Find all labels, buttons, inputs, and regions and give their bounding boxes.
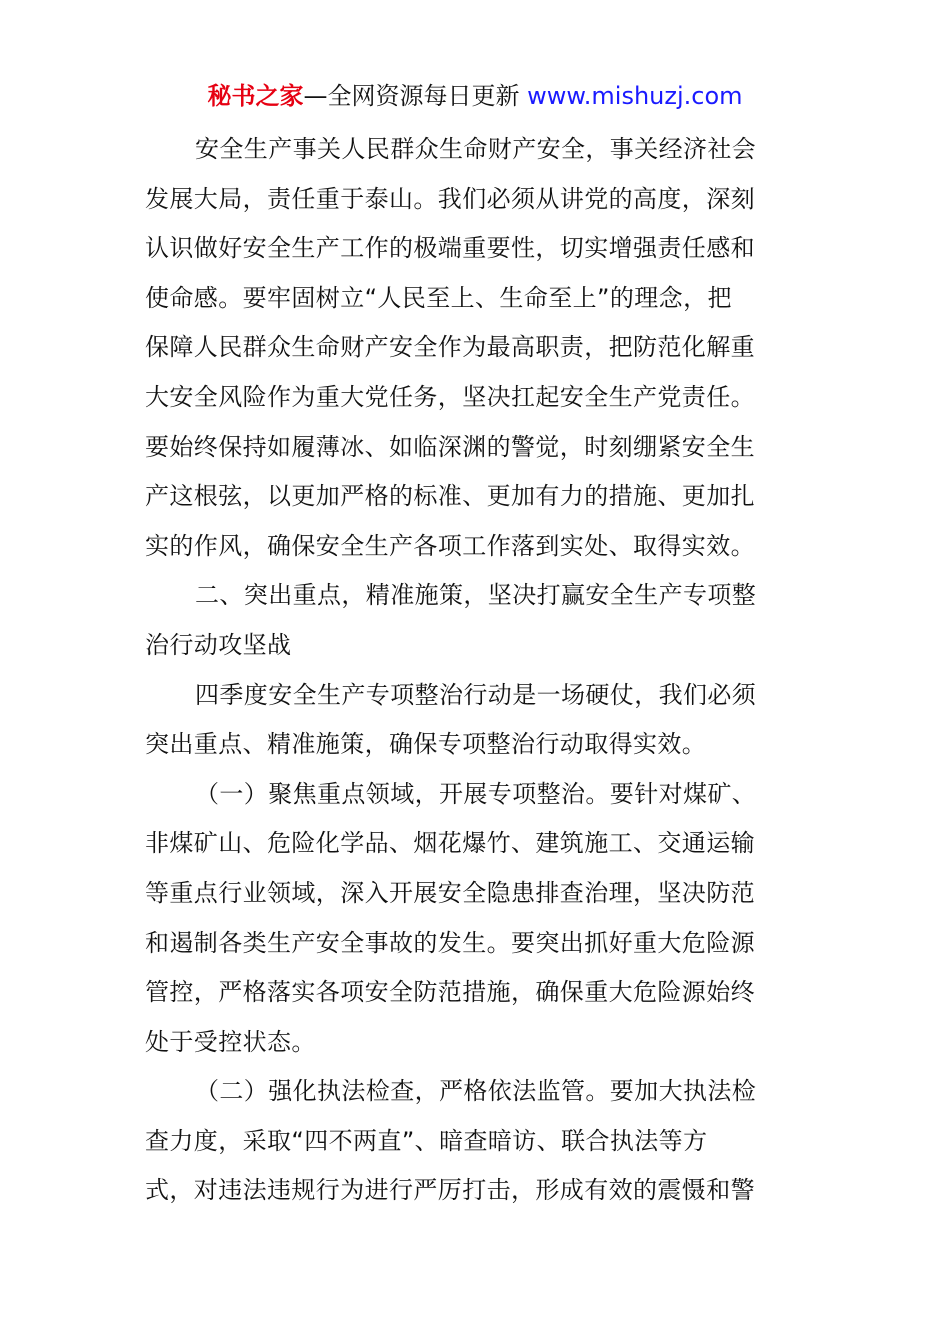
text-line: 查力度，采取“四不两直”、暗查暗访、联合执法等方 [145, 1126, 708, 1155]
text-line: 要始终保持如履薄冰、如临深渊的警觉，时刻绷紧安全生 [145, 432, 755, 461]
text-line: 突出重点、精准施策，确保专项整治行动取得实效。 [145, 730, 707, 759]
text-line: （二）强化执法检查，严格依法监管。要加大执法检 [195, 1077, 757, 1106]
text-line: 式，对违法违规行为进行严厉打击，形成有效的震慑和警 [145, 1176, 755, 1205]
paragraph [145, 125, 795, 571]
text-line: 大安全风险作为重大党任务，坚决扛起安全生产党责任。 [145, 382, 755, 411]
text-line: 管控，严格落实各项安全防范措施，确保重大危险源始终 [145, 978, 755, 1007]
text-line: 安全生产事关人民群众生命财产安全，事关经济社会 [195, 135, 757, 163]
text-line: 认识做好安全生产工作的极端重要性，切实增强责任感和 [145, 234, 755, 263]
paragraph [145, 1067, 795, 1216]
text-line: 实的作风，确保安全生产各项工作落到实处、取得实效。 [145, 531, 755, 560]
text-line: 和遏制各类生产安全事故的发生。要突出抓好重大危险源 [145, 928, 755, 957]
text-line: 四季度安全生产专项整治行动是一场硬仗，我们必须 [195, 680, 757, 709]
paragraph [145, 671, 795, 770]
text-line: 产这根弦，以更加严格的标准、更加有力的措施、更加扎 [145, 482, 755, 511]
text-line: 保障人民群众生命财产安全作为最高职责，把防范化解重 [145, 333, 755, 362]
paragraph [145, 770, 795, 1068]
header-tagline: —全网资源每日更新 [303, 82, 520, 110]
text-line: 发展大局，责任重于泰山。我们必须从讲党的高度，深刻 [145, 184, 755, 213]
text-line: （一）聚焦重点领域，开展专项整治。要针对煤矿、 [195, 779, 757, 808]
site-header [0, 80, 950, 112]
text-line: 非煤矿山、危险化学品、烟花爆竹、建筑施工、交通运输 [145, 829, 755, 858]
section-heading [145, 571, 795, 670]
text-line: 使命感。要牢固树立“人民至上、生命至上”的理念，把 [145, 283, 732, 312]
text-line: 等重点行业领域，深入开展安全隐患排查治理，坚决防范 [145, 878, 755, 907]
text-line: 二、突出重点，精准施策，坚决打赢安全生产专项整 [195, 581, 757, 610]
text-line: 处于受控状态。 [145, 1027, 316, 1056]
text-line: 治行动攻坚战 [145, 630, 292, 659]
document-body [145, 125, 795, 1216]
brand-name: 秘书之家 [207, 82, 304, 110]
site-url[interactable]: www.mishuzj.com [519, 82, 743, 110]
